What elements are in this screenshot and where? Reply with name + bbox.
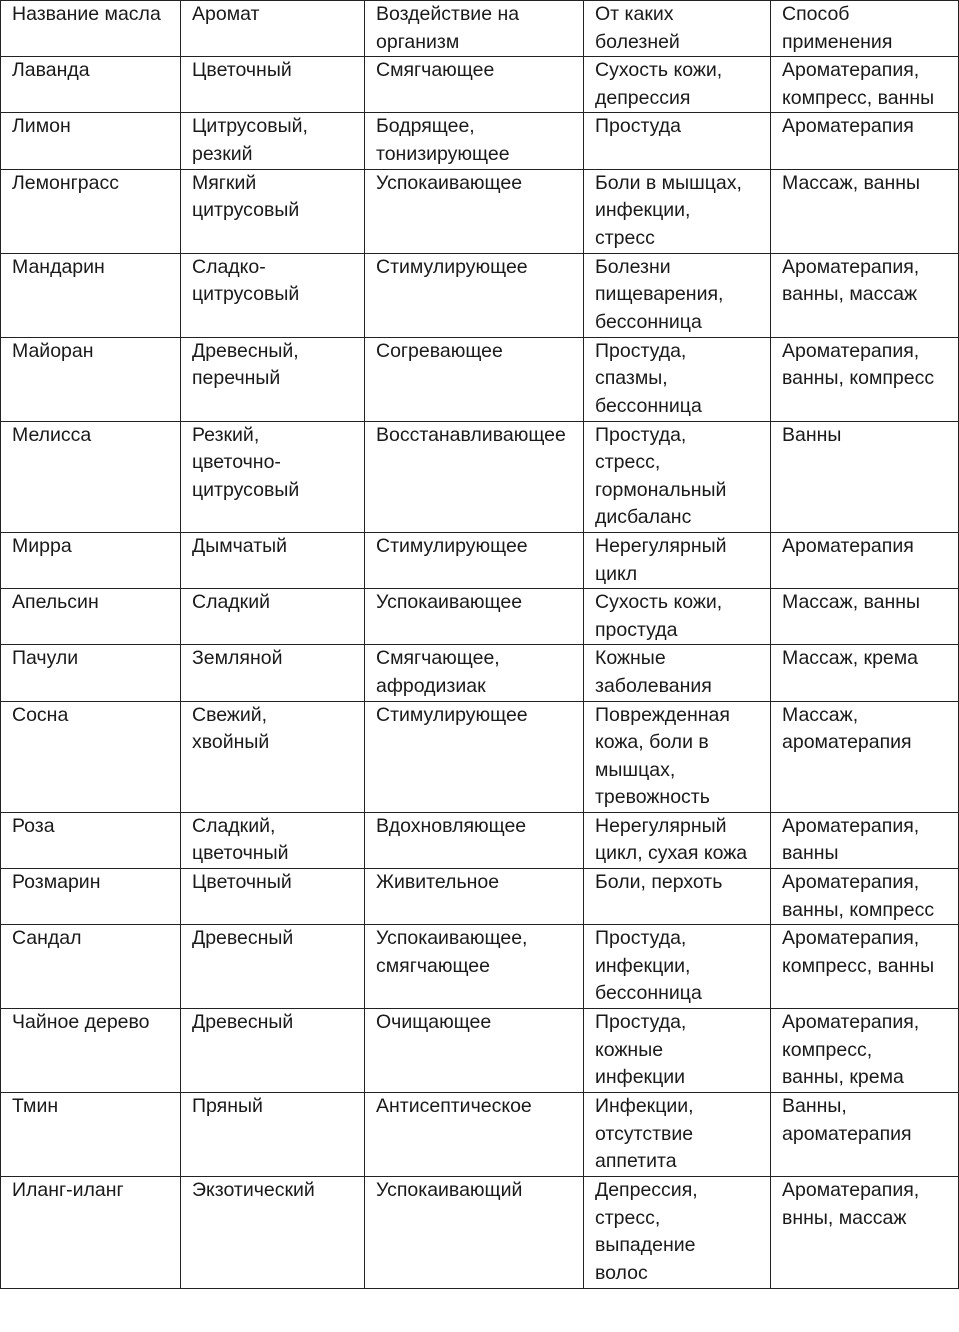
cell-usage: Ароматерапия, компресс, ванны, крема xyxy=(771,1009,959,1093)
cell-conditions: Сухость кожи, простуда xyxy=(584,589,771,645)
cell-conditions: Боли в мышцах, инфекции, стресс xyxy=(584,169,771,253)
cell-effect: Успокаивающее xyxy=(365,589,584,645)
table-row xyxy=(1,253,959,337)
header-row xyxy=(1,1,959,57)
cell-effect: Очищающее xyxy=(365,1009,584,1093)
cell-conditions: Сухость кожи, депрессия xyxy=(584,57,771,113)
cell-conditions: Болезни пищеварения, бессонница xyxy=(584,253,771,337)
cell-oil-name: Мирра xyxy=(1,532,181,588)
table-row xyxy=(1,1093,959,1177)
cell-conditions: Простуда, кожные инфекции xyxy=(584,1009,771,1093)
cell-aroma: Свежий, хвойный xyxy=(181,701,365,812)
cell-aroma: Экзотический xyxy=(181,1177,365,1288)
cell-aroma: Резкий, цветочно- цитрусовый xyxy=(181,421,365,532)
cell-aroma: Земляной xyxy=(181,645,365,701)
cell-aroma: Мягкий цитрусовый xyxy=(181,169,365,253)
cell-aroma: Пряный xyxy=(181,1093,365,1177)
cell-effect: Стимулирующее xyxy=(365,532,584,588)
table-row xyxy=(1,925,959,1009)
cell-conditions: Простуда xyxy=(584,113,771,169)
cell-usage: Ароматерапия, компресс, ванны xyxy=(771,57,959,113)
cell-aroma: Дымчатый xyxy=(181,532,365,588)
cell-aroma: Сладкий, цветочный xyxy=(181,812,365,868)
cell-usage: Ароматерапия xyxy=(771,113,959,169)
cell-usage: Массаж, ароматерапия xyxy=(771,701,959,812)
cell-usage: Ванны, ароматерапия xyxy=(771,1093,959,1177)
cell-effect: Восстанавливающее xyxy=(365,421,584,532)
table-row xyxy=(1,869,959,925)
table-row xyxy=(1,337,959,421)
cell-usage: Ароматерапия xyxy=(771,532,959,588)
cell-oil-name: Тмин xyxy=(1,1093,181,1177)
cell-oil-name: Лаванда xyxy=(1,57,181,113)
cell-oil-name: Роза xyxy=(1,812,181,868)
cell-aroma: Цитрусовый, резкий xyxy=(181,113,365,169)
cell-usage: Массаж, ванны xyxy=(771,589,959,645)
cell-usage: Ароматерапия, внны, массаж xyxy=(771,1177,959,1288)
cell-conditions: Поврежденная кожа, боли в мышцах, тревожность xyxy=(584,701,771,812)
cell-conditions: Нерегулярный цикл xyxy=(584,532,771,588)
cell-effect: Вдохновляющее xyxy=(365,812,584,868)
cell-aroma: Древесный xyxy=(181,1009,365,1093)
cell-usage: Ароматерапия, компресс, ванны xyxy=(771,925,959,1009)
cell-effect: Антисептическое xyxy=(365,1093,584,1177)
cell-oil-name: Мелисса xyxy=(1,421,181,532)
cell-oil-name: Пачули xyxy=(1,645,181,701)
header-oil-name: Название масла xyxy=(1,1,181,57)
cell-oil-name: Чайное дерево xyxy=(1,1009,181,1093)
table-row xyxy=(1,812,959,868)
cell-effect: Успокаивающее xyxy=(365,169,584,253)
cell-conditions: Простуда, спазмы, бессонница xyxy=(584,337,771,421)
cell-usage: Ароматерапия, ванны, компресс xyxy=(771,869,959,925)
cell-usage: Массаж, ванны xyxy=(771,169,959,253)
cell-oil-name: Розмарин xyxy=(1,869,181,925)
cell-conditions: Простуда, инфекции, бессонница xyxy=(584,925,771,1009)
table-row xyxy=(1,57,959,113)
table-body xyxy=(1,57,959,1288)
cell-effect: Бодрящее, тонизирующее xyxy=(365,113,584,169)
header-conditions: От каких болезней xyxy=(584,1,771,57)
table-row xyxy=(1,532,959,588)
header-aroma: Аромат xyxy=(181,1,365,57)
cell-effect: Успокаивающий xyxy=(365,1177,584,1288)
cell-usage: Ароматерапия, ванны, массаж xyxy=(771,253,959,337)
cell-aroma: Цветочный xyxy=(181,869,365,925)
table-row xyxy=(1,645,959,701)
cell-oil-name: Апельсин xyxy=(1,589,181,645)
cell-aroma: Цветочный xyxy=(181,57,365,113)
cell-oil-name: Иланг-иланг xyxy=(1,1177,181,1288)
cell-oil-name: Мандарин xyxy=(1,253,181,337)
cell-aroma: Сладкий xyxy=(181,589,365,645)
cell-effect: Согревающее xyxy=(365,337,584,421)
table-row xyxy=(1,701,959,812)
cell-aroma: Древесный xyxy=(181,925,365,1009)
cell-aroma: Древесный, перечный xyxy=(181,337,365,421)
cell-oil-name: Лемонграсс xyxy=(1,169,181,253)
cell-conditions: Боли, перхоть xyxy=(584,869,771,925)
cell-effect: Стимулирующее xyxy=(365,253,584,337)
header-effect: Воздействие на организм xyxy=(365,1,584,57)
cell-usage: Ароматерапия, ванны, компресс xyxy=(771,337,959,421)
cell-oil-name: Майоран xyxy=(1,337,181,421)
cell-conditions: Депрессия, стресс, выпадение волос xyxy=(584,1177,771,1288)
cell-conditions: Простуда, стресс, гормональный дисбаланс xyxy=(584,421,771,532)
cell-conditions: Нерегулярный цикл, сухая кожа xyxy=(584,812,771,868)
cell-effect: Смягчающее, афродизиак xyxy=(365,645,584,701)
cell-effect: Стимулирующее xyxy=(365,701,584,812)
cell-conditions: Кожные заболевания xyxy=(584,645,771,701)
cell-effect: Смягчающее xyxy=(365,57,584,113)
table-row xyxy=(1,1177,959,1288)
table-row xyxy=(1,421,959,532)
table-row xyxy=(1,1009,959,1093)
cell-oil-name: Лимон xyxy=(1,113,181,169)
cell-aroma: Сладко- цитрусовый xyxy=(181,253,365,337)
cell-usage: Массаж, крема xyxy=(771,645,959,701)
table-row xyxy=(1,113,959,169)
cell-usage: Ванны xyxy=(771,421,959,532)
cell-conditions: Инфекции, отсутствие аппетита xyxy=(584,1093,771,1177)
cell-effect: Успокаивающее, смягчающее xyxy=(365,925,584,1009)
header-usage: Способ применения xyxy=(771,1,959,57)
cell-oil-name: Сосна xyxy=(1,701,181,812)
cell-usage: Ароматерапия, ванны xyxy=(771,812,959,868)
cell-oil-name: Сандал xyxy=(1,925,181,1009)
table-row xyxy=(1,169,959,253)
cell-effect: Живительное xyxy=(365,869,584,925)
table-row xyxy=(1,589,959,645)
table-header xyxy=(1,1,959,57)
